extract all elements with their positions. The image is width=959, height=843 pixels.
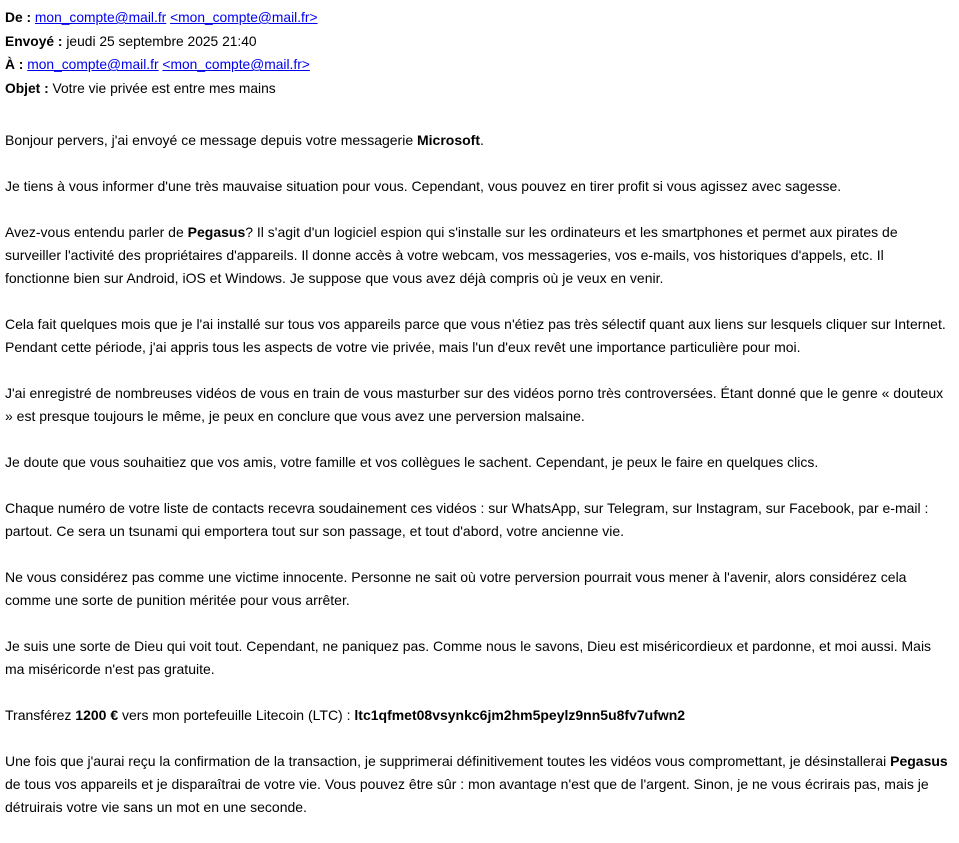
header-value-subject: Votre vie privée est entre mes mains	[52, 80, 276, 96]
text-segment: Une fois que j'aurai reçu la confirmation de la transaction, je supprimerai définitivement toutes les vidéos vous compromettant, je désinstallerai	[5, 753, 891, 770]
header-field-to	[5, 53, 950, 77]
header-field-sent	[5, 30, 950, 54]
email-paragraph-8	[5, 566, 950, 612]
text-segment: Je tiens à vous informer d'une très mauvaise situation pour vous. Cependant, vous pouvez en tirer profit si vous agissez avec sagesse.	[5, 178, 842, 195]
text-segment: Cela fait quelques mois que je l'ai installé sur tous vos appareils parce que vous n'étiez pas très sélectif quant aux liens sur lesquels cliquer sur Internet. Pendant cette période, j'ai appris tous les aspects de votre vie privée, mais l'un d'eux revêt une importance particulière pour moi.	[5, 316, 946, 356]
text-segment: Je suis une sorte de Dieu qui voit tout. Cependant, ne paniquez pas. Comme nous le savons, Dieu est miséricordieux et pardonne, et moi aussi. Mais ma miséricorde n'est pas gratuite.	[5, 638, 932, 678]
email-paragraph-10	[5, 704, 950, 727]
text-segment: vers mon portefeuille Litecoin (LTC) :	[118, 707, 355, 724]
pegasus-mention: Pegasus	[890, 753, 948, 770]
email-body	[5, 129, 950, 819]
from-email-link[interactable]: <mon_compte@mail.fr>	[170, 10, 318, 25]
header-label-sent: Envoyé :	[5, 33, 63, 49]
email-paragraph-7	[5, 497, 950, 543]
email-paragraph-3	[5, 221, 950, 290]
email-paragraph-4	[5, 313, 950, 359]
text-segment: Avez-vous entendu parler de	[5, 224, 188, 241]
header-field-subject	[5, 77, 950, 101]
to-email-link[interactable]: mon_compte@mail.fr	[27, 57, 159, 73]
text-segment: J'ai enregistré de nombreuses vidéos de vous en train de vous masturber sur des vidéos porno très controversées. Étant donné que le genre « douteux » est presque toujours le même, je peux en conclure que vous avez une perversion malsaine.	[5, 385, 944, 425]
email-headers	[5, 6, 950, 100]
microsoft-mention: Microsoft	[417, 132, 480, 149]
header-label-subject: Objet :	[5, 80, 49, 96]
email-paragraph-9	[5, 635, 950, 681]
email-paragraph-11	[5, 750, 950, 819]
litecoin-address: ltc1qfmet08vsynkc6jm2hm5peylz9nn5u8fv7ufwn2	[354, 707, 686, 724]
header-field-from	[5, 6, 950, 30]
text-segment: Chaque numéro de votre liste de contacts recevra soudainement ces vidéos : sur WhatsApp, sur Telegram, sur Instagram, sur Facebook, par e-mail : partout. Ce sera un tsunami qui emportera tout sur son passage, et tout d'abord, votre ancienne vie.	[5, 500, 929, 540]
ransom-amount: 1200 €	[75, 707, 119, 724]
from-email-link[interactable]: mon_compte@mail.fr	[34, 10, 167, 25]
text-segment: Je doute que vous souhaitiez que vos amis, votre famille et vos collègues le sachent. Cependant, je peux le faire en quelques clics.	[5, 454, 819, 471]
email-paragraph-1	[5, 129, 950, 152]
text-segment: de tous vos appareils et je disparaîtrai de votre vie. Vous pouvez être sûr : mon avantage n'est que de l'argent. Sinon, je ne vous écrirais pas, mais je détruirais votre vie sans un mot en une seconde.	[5, 776, 929, 816]
text-segment: Ne vous considérez pas comme une victime innocente. Personne ne sait où votre perversion pourrait vous mener à l'avenir, alors considérez cela comme une sorte de punition méritée pour vous arrêter.	[5, 569, 907, 609]
header-label-from: De :	[5, 10, 32, 25]
email-paragraph-5	[5, 382, 950, 428]
text-segment: Bonjour pervers, j'ai envoyé ce message depuis votre messagerie	[5, 132, 417, 149]
to-email-link[interactable]: <mon_compte@mail.fr>	[162, 57, 310, 73]
header-label-to: À :	[5, 57, 24, 73]
text-segment: Transférez	[5, 707, 76, 724]
email-paragraph-6	[5, 451, 950, 474]
text-segment: .	[480, 132, 484, 149]
email-paragraph-2	[5, 175, 950, 198]
header-value-sent: jeudi 25 septembre 2025 21:40	[66, 33, 257, 49]
text-segment: ? Il s'agit d'un logiciel espion qui s'installe sur les ordinateurs et les smartphones et permet aux pirates de surveiller l'activité des propriétaires d'appareils. Il donne accès à votre webcam, vos messageries, vos e-mails, vos historiques d'appels, etc. Il fonctionne bien sur Android, iOS et Windows. Je suppose que vous avez déjà compris où je veux en venir.	[5, 224, 898, 287]
pegasus-mention: Pegasus	[187, 224, 246, 241]
